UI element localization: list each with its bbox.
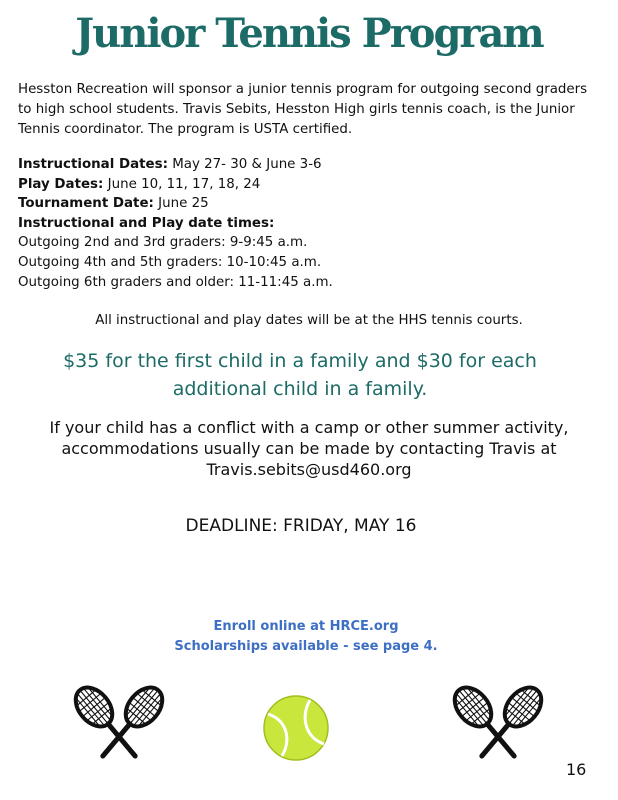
instructional-dates-label: Instructional Dates: bbox=[18, 157, 168, 172]
intro-paragraph: Hesston Recreation will sponsor a junior tennis program for outgoing second graders to high school students. Travis Sebits, Hesston High girls tennis coach, is the Junior Tennis coordinator. The program is USTA certified. bbox=[18, 82, 588, 137]
conflict-line: If your child has a conflict with a camp or other summer activity, bbox=[49, 418, 569, 437]
program-details bbox=[18, 155, 603, 292]
scholarships-note: Scholarships available - see page 4. bbox=[174, 639, 438, 654]
play-dates-value: June 10, 11, 17, 18, 24 bbox=[103, 176, 261, 192]
tennis-ball-icon bbox=[262, 694, 330, 762]
page-number: 16 bbox=[566, 760, 587, 779]
time-slot: Outgoing 6th graders and older: 11-11:45 a.m. bbox=[18, 274, 333, 290]
tournament-date-label: Tournament Date: bbox=[18, 196, 154, 212]
enroll-online: Enroll online at HRCE.org bbox=[213, 619, 399, 634]
crossed-rackets-icon bbox=[443, 679, 553, 769]
play-dates bbox=[18, 175, 603, 195]
tournament-date bbox=[18, 194, 603, 214]
instructional-dates-value: May 27- 30 & June 3-6 bbox=[167, 157, 322, 172]
contact-email: Travis.sebits@usd460.org bbox=[206, 460, 412, 479]
fees-text: $35 for the first child in a family and $30 for each additional child in a family. bbox=[63, 350, 537, 400]
crossed-rackets-icon bbox=[64, 679, 174, 769]
courts-note: All instructional and play dates will be at the HHS tennis courts. bbox=[95, 313, 523, 328]
time-slot: Outgoing 2nd and 3rd graders: 9-9:45 a.m. bbox=[18, 235, 308, 251]
conflict-note bbox=[0, 417, 618, 480]
instructional-dates bbox=[18, 155, 603, 175]
conflict-line: accommodations usually can be made by contacting Travis at bbox=[61, 439, 557, 458]
tournament-date-value: June 25 bbox=[153, 196, 209, 212]
page-title: Junior Tennis Program bbox=[75, 10, 543, 57]
play-dates-label: Play Dates: bbox=[18, 176, 104, 192]
time-slot: Outgoing 4th and 5th graders: 10-10:45 a.m. bbox=[18, 254, 322, 270]
deadline-text: DEADLINE: FRIDAY, MAY 16 bbox=[185, 516, 417, 536]
enroll-info bbox=[0, 617, 612, 657]
times-heading: Instructional and Play date times: bbox=[18, 215, 275, 231]
